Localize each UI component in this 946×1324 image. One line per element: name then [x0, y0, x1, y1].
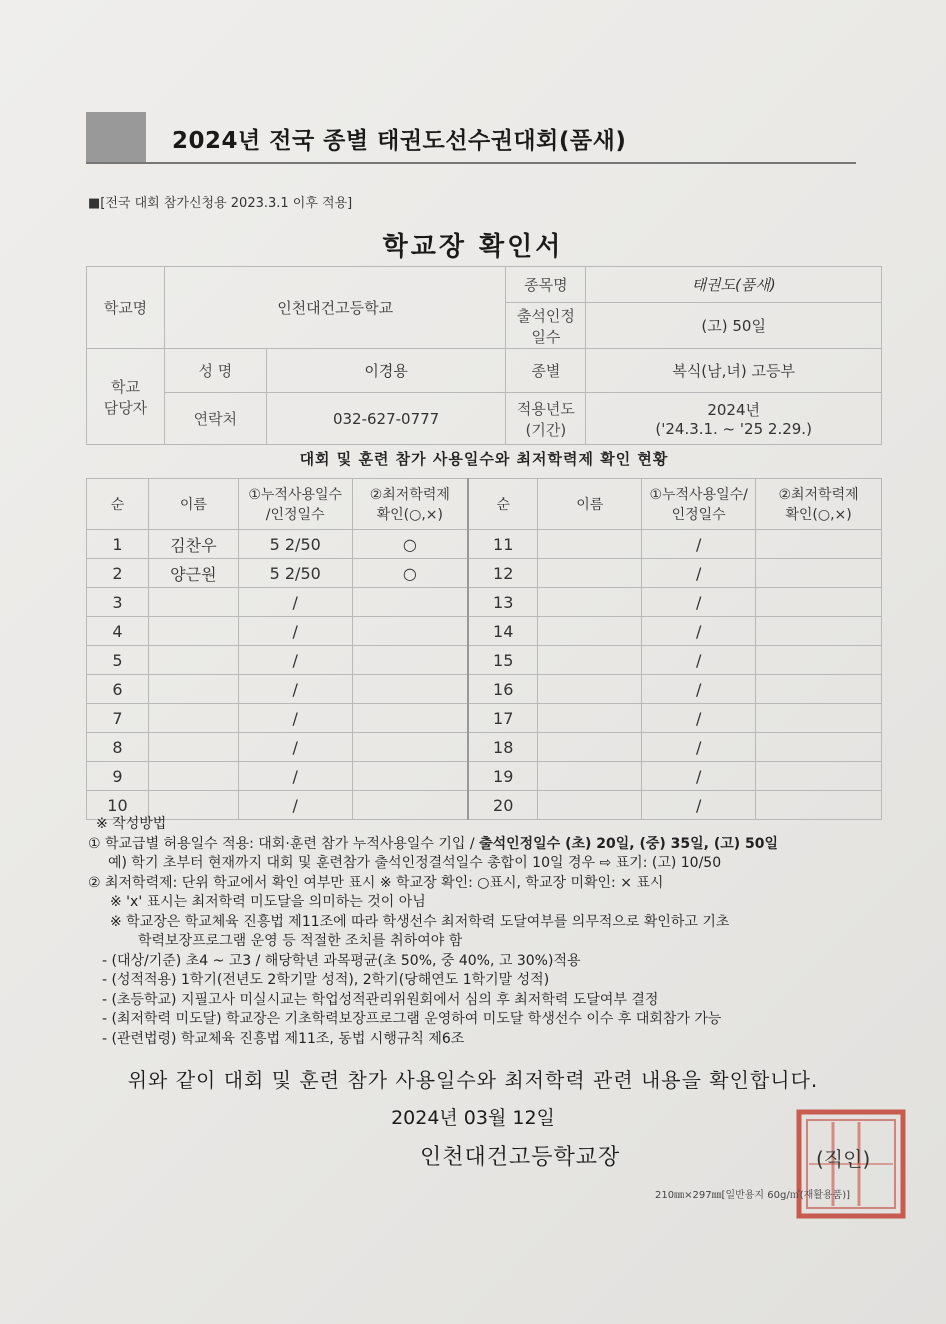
roster-cell-no: 7 — [87, 704, 149, 733]
col-no: 순 — [87, 479, 149, 530]
col-min — [352, 479, 468, 530]
col-min-right-line2: 확인(○,×) — [785, 507, 852, 523]
roster-cell-min: ○ — [352, 530, 468, 559]
roster-cell-name — [538, 617, 642, 646]
roster-cell-no: 13 — [468, 588, 538, 617]
roster-cell-min — [756, 675, 882, 704]
category-value: 복식(남,녀) 고등부 — [586, 349, 882, 393]
roster-cell-min — [756, 733, 882, 762]
roster-cell-no: 18 — [468, 733, 538, 762]
roster-cell-no: 2 — [87, 559, 149, 588]
roster-cell-name — [538, 530, 642, 559]
principal-signature: 인천대건고등학교장 — [420, 1145, 621, 1170]
roster-cell-min — [352, 646, 468, 675]
col-min-line2: 확인(○,×) — [376, 507, 443, 523]
note-3: ※ 'x' 표시는 최저학력 미도달을 의미하는 것이 아님 — [110, 894, 426, 910]
manager-label — [87, 349, 165, 445]
year-label-line2: (기간) — [525, 420, 567, 439]
roster-cell-name — [148, 733, 238, 762]
roster-row — [87, 588, 882, 617]
roster-cell-name — [538, 646, 642, 675]
roster-cell-days: 5 2/50 — [238, 559, 352, 588]
applicability-note: ■[전국 대회 참가신청용 2023.3.1 이후 적용] — [88, 196, 353, 211]
roster-cell-days: / — [238, 675, 352, 704]
issue-date: 2024년 03월 12일 — [391, 1107, 555, 1129]
year-label-line1: 적용년도 — [516, 399, 575, 418]
roster-cell-days: 5 2/50 — [238, 530, 352, 559]
note-7: - (초등학교) 지필고사 미실시교는 학업성적관리위원회에서 심의 후 최저학력 도달여부 결정 — [102, 991, 659, 1008]
roster-cell-days: / — [642, 704, 756, 733]
attendance-label-line2: 일수 — [531, 327, 561, 346]
roster-cell-no: 20 — [468, 791, 538, 820]
roster-cell-days: / — [238, 791, 352, 820]
roster-cell-name — [148, 675, 238, 704]
col-days-right-line2: 인정일수 — [671, 507, 726, 523]
category-label: 종별 — [506, 349, 586, 393]
name-label: 성 명 — [164, 349, 266, 393]
roster-cell-min — [352, 762, 468, 791]
note-1-bold: 출석인정일수 (초) 20일, (중) 35일, (고) 50일 — [479, 835, 779, 852]
roster-row — [87, 762, 882, 791]
document-title: 학교장 확인서 — [382, 232, 564, 262]
year-label — [506, 393, 586, 445]
roster-cell-name — [538, 588, 642, 617]
roster-row — [87, 530, 882, 559]
roster-cell-no: 1 — [87, 530, 149, 559]
name-value: 이경용 — [266, 349, 506, 393]
roster-cell-no: 11 — [468, 530, 538, 559]
roster-cell-min — [352, 733, 468, 762]
roster-cell-min — [352, 617, 468, 646]
note-2: ② 최저학력제: 단위 학교에서 확인 여부만 표시 ※ 학교장 확인: ○표시, 학교장 미확인: × 표시 — [88, 874, 664, 891]
contact-label: 연락처 — [164, 393, 266, 445]
attendance-value: (고) 50일 — [586, 303, 882, 349]
col-no-right: 순 — [468, 479, 538, 530]
year-value — [586, 393, 882, 445]
roster-cell-days: / — [642, 762, 756, 791]
roster-cell-days: / — [642, 733, 756, 762]
roster-cell-name — [148, 617, 238, 646]
attendance-label-line1: 출석인정 — [516, 306, 575, 325]
roster-cell-name: 김찬우 — [148, 530, 238, 559]
roster-cell-days: / — [642, 791, 756, 820]
col-days-line2: /인정일수 — [265, 507, 325, 523]
roster-cell-no: 4 — [87, 617, 149, 646]
instructions — [88, 815, 888, 1049]
roster-cell-min — [756, 530, 882, 559]
note-1-example: 예) 학기 초부터 현재까지 대회 및 훈련참가 출석인정결석일수 총합이 10일 경우 ⇨ 표기: (고) 10/50 — [108, 855, 722, 871]
roster-cell-min — [756, 559, 882, 588]
roster-cell-days: / — [642, 617, 756, 646]
col-days-line1: ①누적사용일수 — [248, 487, 343, 503]
contact-value: 032-627-0777 — [266, 393, 506, 445]
note-1 — [88, 835, 888, 855]
note-6: - (성적적용) 1학기(전년도 2학기말 성적), 2학기(당해연도 1학기말 성적) — [102, 972, 550, 988]
col-days-right-line1: ①누적사용일수/ — [649, 487, 748, 503]
section-title: 대회 및 훈련 참가 사용일수와 최저학력제 확인 현황 — [299, 450, 669, 468]
roster-row — [87, 675, 882, 704]
roster-cell-days: / — [238, 646, 352, 675]
roster-cell-name — [148, 588, 238, 617]
roster-cell-no: 14 — [468, 617, 538, 646]
school-value: 인천대건고등학교 — [164, 267, 506, 349]
roster-table — [86, 478, 882, 820]
note-5: - (대상/기준) 초4 ~ 고3 / 해당학년 과목평균(초 50%, 중 40%, 고 30%)적용 — [102, 952, 581, 969]
roster-cell-name — [148, 762, 238, 791]
roster-cell-days: / — [238, 762, 352, 791]
year-value-line1: 2024년 — [707, 401, 760, 419]
roster-cell-days: / — [642, 559, 756, 588]
event-value: 태권도(품새) — [586, 267, 882, 303]
attendance-label — [506, 303, 586, 349]
note-1-text: ① 학교급별 허용일수 적용: 대회·훈련 참가 누적사용일수 기입 / — [88, 835, 480, 852]
year-value-line2: ('24.3.1. ~ '25 2.29.) — [655, 420, 812, 438]
roster-cell-min — [756, 646, 882, 675]
roster-body — [87, 530, 882, 820]
roster-cell-no: 8 — [87, 733, 149, 762]
roster-row — [87, 733, 882, 762]
roster-cell-min — [756, 704, 882, 733]
roster-cell-name: 양근원 — [148, 559, 238, 588]
notes-heading: ※ 작성방법 — [96, 816, 167, 832]
roster-cell-days: / — [238, 733, 352, 762]
roster-row — [87, 704, 882, 733]
roster-cell-name — [538, 675, 642, 704]
roster-cell-no: 12 — [468, 559, 538, 588]
roster-cell-days: / — [642, 646, 756, 675]
event-label: 종목명 — [506, 267, 586, 303]
roster-cell-min — [756, 617, 882, 646]
roster-cell-name — [538, 762, 642, 791]
note-8: - (최저학력 미도달) 학교장은 기초학력보장프로그램 운영하여 미도달 학생선수 이수 후 대회참가 가능 — [102, 1011, 722, 1027]
col-name-right: 이름 — [538, 479, 642, 530]
manager-label-line1: 학교 — [110, 377, 140, 396]
confirmation-statement: 위와 같이 대회 및 훈련 참가 사용일수와 최저학력 관련 내용을 확인합니다. — [127, 1068, 819, 1092]
roster-cell-days: / — [238, 704, 352, 733]
note-9: - (관련법령) 학교체육 진흥법 제11조, 동법 시행규칙 제6조 — [102, 1030, 465, 1047]
roster-cell-no: 17 — [468, 704, 538, 733]
roster-row — [87, 646, 882, 675]
roster-cell-name — [538, 733, 642, 762]
note-4: ※ 학교장은 학교체육 진흥법 제11조에 따라 학생선수 최저학력 도달여부를 의무적으로 확인하고 기초 — [110, 913, 730, 930]
title-bar — [86, 112, 856, 164]
col-min-right-line1: ②최저학력제 — [778, 487, 859, 503]
roster-cell-min — [352, 588, 468, 617]
roster-cell-no: 5 — [87, 646, 149, 675]
school-label: 학교명 — [87, 267, 165, 349]
roster-cell-no: 19 — [468, 762, 538, 791]
col-days-right — [642, 479, 756, 530]
col-name: 이름 — [148, 479, 238, 530]
col-min-line1: ②최저학력제 — [369, 487, 450, 503]
roster-cell-name — [148, 646, 238, 675]
roster-cell-no: 6 — [87, 675, 149, 704]
roster-cell-no: 3 — [87, 588, 149, 617]
roster-cell-min — [756, 762, 882, 791]
col-min-right — [756, 479, 882, 530]
col-days — [238, 479, 352, 530]
roster-cell-days: / — [642, 530, 756, 559]
title-decoration-block — [86, 112, 146, 162]
roster-cell-no: 15 — [468, 646, 538, 675]
roster-cell-min — [352, 675, 468, 704]
note-4-cont: 학력보장프로그램 운영 등 적절한 조치를 취하여야 함 — [138, 933, 463, 949]
roster-cell-no: 10 — [87, 791, 149, 820]
event-title: 2024년 전국 종별 태권도선수권대회(품새) — [172, 128, 627, 154]
roster-cell-days: / — [642, 588, 756, 617]
roster-cell-min — [756, 588, 882, 617]
roster-cell-name — [538, 559, 642, 588]
roster-cell-no: 9 — [87, 762, 149, 791]
seal-label: (직인) — [816, 1147, 871, 1171]
roster-cell-days: / — [642, 675, 756, 704]
manager-label-line2: 담당자 — [103, 398, 148, 417]
roster-cell-days: / — [238, 588, 352, 617]
roster-cell-min: ○ — [352, 559, 468, 588]
roster-row — [87, 559, 882, 588]
roster-row — [87, 617, 882, 646]
roster-cell-name — [148, 704, 238, 733]
info-table — [86, 266, 882, 445]
roster-cell-no: 16 — [468, 675, 538, 704]
roster-cell-name — [538, 704, 642, 733]
roster-cell-days: / — [238, 617, 352, 646]
roster-cell-min — [352, 704, 468, 733]
paper-spec: 210㎜×297㎜[일반용지 60g/㎡(재활용품)] — [655, 1190, 851, 1201]
